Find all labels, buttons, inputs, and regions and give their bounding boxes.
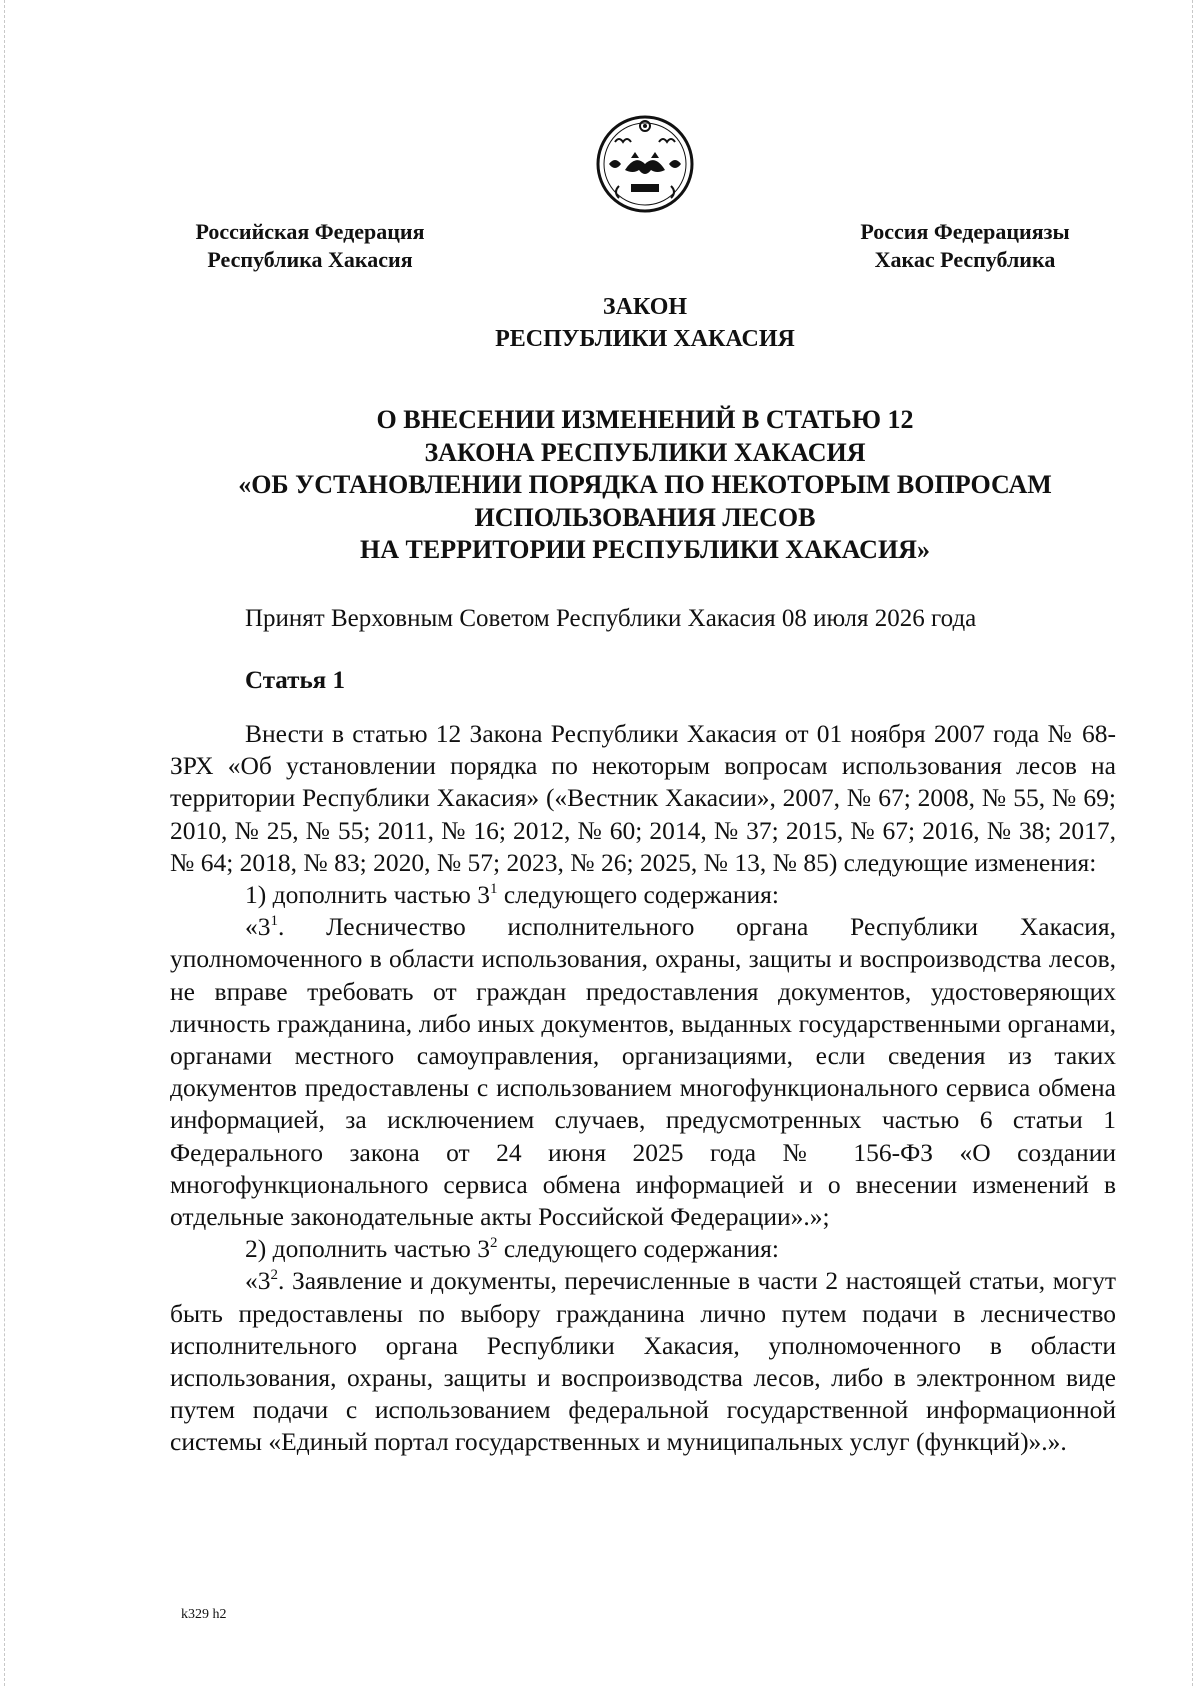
new-part-3-2-number: «3 — [245, 1266, 271, 1296]
law-title-line-5: НА ТЕРРИТОРИИ РЕСПУБЛИКИ ХАКАСИЯ» — [360, 535, 930, 564]
amendment-item-1-tail: следующего содержания: — [497, 880, 779, 910]
new-part-3-1-number: «3 — [245, 912, 271, 942]
header-right — [850, 218, 1080, 274]
new-part-3-1-sup: 1 — [270, 913, 278, 930]
new-part-3-2-sup: 2 — [270, 1267, 278, 1284]
page-edge-left — [4, 0, 6, 1686]
law-title-line-1: О ВНЕСЕНИИ ИЗМЕНЕНИЙ В СТАТЬЮ 12 — [376, 405, 914, 434]
law-heading-line-1: ЗАКОН — [602, 294, 688, 320]
law-heading — [0, 291, 1200, 355]
document-code: k329 h2 — [181, 1607, 227, 1622]
header-right-country: Россия Федерациязы — [860, 219, 1070, 244]
amendment-item-2-tail: следующего содержания: — [497, 1234, 779, 1264]
amendment-item-2 — [170, 1233, 1116, 1265]
amendment-item-2-sup: 2 — [489, 1235, 498, 1252]
law-title-line-4: ИСПОЛЬЗОВАНИЯ ЛЕСОВ — [474, 502, 816, 532]
coat-of-arms-icon — [595, 112, 695, 216]
page-edge-right — [1192, 0, 1194, 1686]
law-title-line-3: «ОБ УСТАНОВЛЕНИИ ПОРЯДКА ПО НЕКОТОРЫМ ВОПРОСАМ — [238, 470, 1052, 499]
amendment-item-2-text: 2) дополнить частью 3 — [245, 1234, 490, 1264]
law-title-line-2: ЗАКОНА РЕСПУБЛИКИ ХАКАСИЯ — [424, 437, 866, 467]
new-part-3-2 — [170, 1265, 1116, 1458]
new-part-3-1-text: . Лесничество исполнительного органа Республики Хакасия, уполномоченного в области использования, охраны, защиты и воспроизводства лесов, не вправе требовать от граждан предоставления документов, удостоверяющих личность гражданина, либо иных документов, выданных государственными органами, органами местного самоуправления, организациями, если сведения из таких документов предоставлены с использованием многофункционального сервиса обмена информацией, за исключением случаев, предусмотренных частью 6 статьи 1 Федерального закона от 24 июня 2025 года № 156-ФЗ «О создании многофункционального сервиса обмена информацией и о внесении изменений в отдельные законодательные акты Российской Федерации».»; — [170, 912, 1116, 1232]
header-left-republic: Республика Хакасия — [207, 247, 413, 272]
new-part-3-1 — [170, 911, 1116, 1233]
amendment-item-1 — [170, 879, 1116, 911]
amendment-item-1-sup: 1 — [489, 881, 498, 898]
header-right-republic: Хакас Республика — [874, 247, 1056, 272]
adoption-statement: Принят Верховным Советом Республики Хакасия 08 июля 2026 года — [245, 605, 977, 632]
article-body — [170, 718, 1116, 1459]
header-left-country: Российская Федерация — [195, 219, 425, 244]
article-heading: Статья 1 — [245, 667, 345, 694]
law-heading-line-2: РЕСПУБЛИКИ ХАКАСИЯ — [495, 326, 795, 352]
law-title — [0, 404, 1200, 567]
new-part-3-2-text: . Заявление и документы, перечисленные в части 2 настоящей статьи, могут быть предоставлены по выбору гражданина лично путем подачи в лесничество исполнительного органа Республики Хакасия, уполномоченного в области использования, охраны, защиты и воспроизводства лесов, либо в электронном виде путем подачи с использованием федеральной государственной информационной системы «Единый портал государственных и муниципальных услуг (функций)».». — [170, 1266, 1116, 1457]
amendment-item-1-text: 1) дополнить частью 3 — [245, 880, 490, 910]
header-left — [180, 218, 440, 274]
article-intro-paragraph: Внести в статью 12 Закона Республики Хакасия от 01 ноября 2007 года № 68-ЗРХ «Об установлении порядка по некоторым вопросам использования лесов на территории Республики Хакасия» («Вестник Хакасии», 2007, № 67; 2008, № 55, № 69; 2010, № 25, № 55; 2011, № 16; 2012, № 60; 2014, № 37; 2015, № 67; 2016, № 38; 2017, № 64; 2018, № 83; 2020, № 57; 2023, № 26; 2025, № 13, № 85) следующие изменения: — [170, 719, 1116, 877]
